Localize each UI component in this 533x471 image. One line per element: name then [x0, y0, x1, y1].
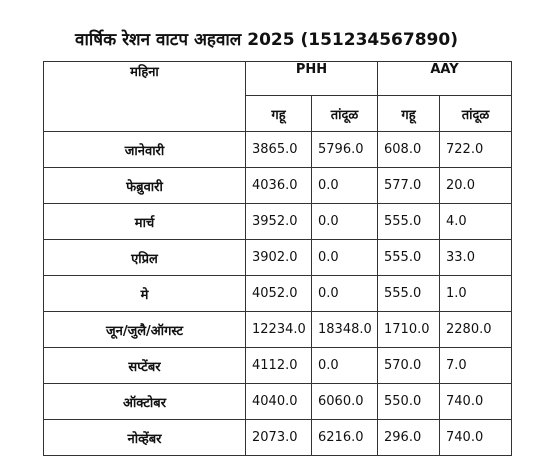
month-cell: मार्च	[44, 204, 246, 240]
phh-rice-cell: 0.0	[312, 348, 378, 384]
table-row	[44, 132, 512, 168]
phh-wheat-cell: 3902.0	[246, 240, 312, 276]
phh-rice-header: तांदूळ	[312, 96, 378, 132]
phh-wheat-header: गहू	[246, 96, 312, 132]
aay-rice-cell: 7.0	[440, 348, 512, 384]
aay-wheat-header: गहू	[378, 96, 440, 132]
group-header-phh: PHH	[246, 62, 378, 96]
month-cell: सप्टेंबर	[44, 348, 246, 384]
phh-rice-cell: 18348.0	[312, 312, 378, 348]
phh-wheat-cell: 3865.0	[246, 132, 312, 168]
table-row	[44, 420, 512, 456]
month-cell: जानेवारी	[44, 132, 246, 168]
table-row	[44, 276, 512, 312]
phh-rice-cell: 6060.0	[312, 384, 378, 420]
table-row	[44, 384, 512, 420]
phh-wheat-cell: 4112.0	[246, 348, 312, 384]
aay-wheat-cell: 555.0	[378, 276, 440, 312]
month-cell: एप्रिल	[44, 240, 246, 276]
phh-wheat-cell: 3952.0	[246, 204, 312, 240]
table-row	[44, 348, 512, 384]
aay-rice-cell: 2280.0	[440, 312, 512, 348]
phh-rice-cell: 0.0	[312, 276, 378, 312]
table-row	[44, 168, 512, 204]
month-column-header: महिना	[44, 62, 246, 132]
month-cell: ऑक्टोबर	[44, 384, 246, 420]
month-cell: फेब्रुवारी	[44, 168, 246, 204]
ration-distribution-table	[43, 61, 512, 456]
phh-wheat-cell: 4036.0	[246, 168, 312, 204]
table-row	[44, 204, 512, 240]
phh-wheat-cell: 4040.0	[246, 384, 312, 420]
phh-rice-cell: 0.0	[312, 168, 378, 204]
table-row	[44, 312, 512, 348]
aay-wheat-cell: 608.0	[378, 132, 440, 168]
report-title: वार्षिक रेशन वाटप अहवाल 2025 (151234567890)	[75, 30, 458, 50]
aay-rice-cell: 20.0	[440, 168, 512, 204]
aay-rice-cell: 740.0	[440, 420, 512, 456]
header-row-groups	[44, 62, 512, 96]
phh-wheat-cell: 4052.0	[246, 276, 312, 312]
phh-wheat-cell: 2073.0	[246, 420, 312, 456]
aay-wheat-cell: 570.0	[378, 348, 440, 384]
aay-rice-cell: 1.0	[440, 276, 512, 312]
month-cell: नोव्हेंबर	[44, 420, 246, 456]
phh-rice-cell: 0.0	[312, 204, 378, 240]
aay-wheat-cell: 1710.0	[378, 312, 440, 348]
aay-wheat-cell: 550.0	[378, 384, 440, 420]
aay-rice-cell: 740.0	[440, 384, 512, 420]
aay-rice-cell: 722.0	[440, 132, 512, 168]
phh-rice-cell: 6216.0	[312, 420, 378, 456]
month-cell: मे	[44, 276, 246, 312]
month-cell: जून/जुलै/ऑगस्ट	[44, 312, 246, 348]
aay-rice-cell: 33.0	[440, 240, 512, 276]
aay-wheat-cell: 577.0	[378, 168, 440, 204]
aay-wheat-cell: 296.0	[378, 420, 440, 456]
aay-rice-header: तांदूळ	[440, 96, 512, 132]
phh-rice-cell: 5796.0	[312, 132, 378, 168]
aay-rice-cell: 4.0	[440, 204, 512, 240]
aay-wheat-cell: 555.0	[378, 204, 440, 240]
group-header-aay: AAY	[378, 62, 512, 96]
phh-rice-cell: 0.0	[312, 240, 378, 276]
table-row	[44, 240, 512, 276]
aay-wheat-cell: 555.0	[378, 240, 440, 276]
phh-wheat-cell: 12234.0	[246, 312, 312, 348]
